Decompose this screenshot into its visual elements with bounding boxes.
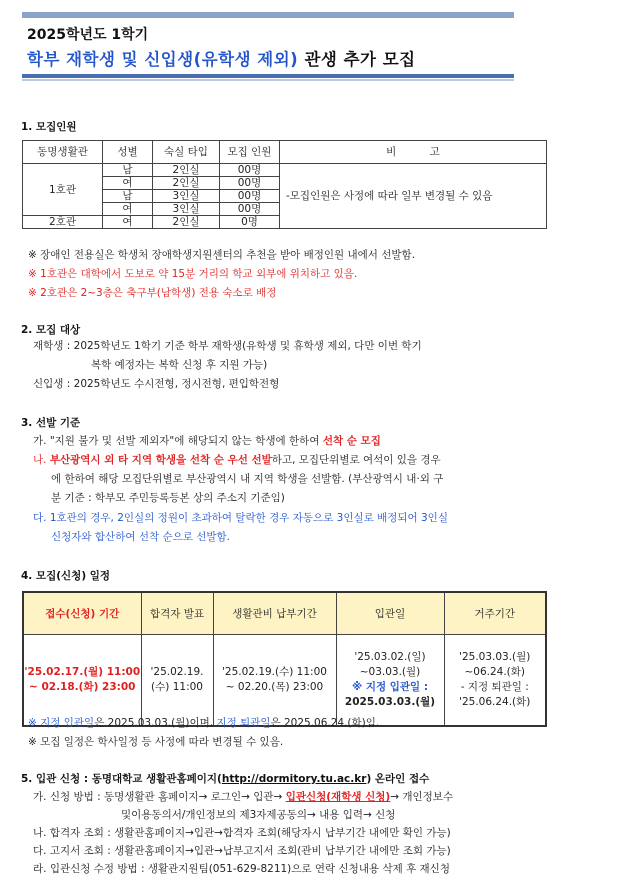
col-stay: 거주기간: [444, 592, 546, 634]
count-cell: 00명: [220, 164, 280, 177]
s2-line-2: 복학 예정자는 복학 신청 후 지원 가능): [91, 359, 268, 371]
movein-start: '25.03.02.(일): [354, 650, 426, 663]
col-announce: 합격자 발표: [141, 592, 213, 634]
s3-item-c: 다. 1호관의 경우, 2인실의 정원이 초과하여 탈락한 경우 자동으로 3인실로 배정되어 3인실: [33, 512, 448, 524]
col-note: 비 고: [280, 141, 547, 164]
s3-item-b: [33, 453, 441, 467]
note-cell: -모집인원은 사정에 따라 일부 변경될 수 있음: [280, 164, 547, 229]
col-gender: 성별: [103, 141, 153, 164]
stay-designated-date: '25.06.24.(화): [459, 695, 531, 708]
s5-ga-highlight: 입관신청(재학생 신청): [285, 791, 391, 803]
s5-item-ga: [33, 790, 453, 804]
stay-end: ~06.24.(화): [464, 665, 526, 678]
type-cell: 2인실: [153, 177, 220, 190]
section5-heading: [21, 771, 429, 786]
payment-cell: [213, 634, 336, 726]
s4-note-moveout-text: 은 2025.06.24.(화)임.: [270, 717, 380, 729]
s1-note-3: ※ 2호관은 2~3층은 축구부(남학생) 전용 숙소로 배정: [28, 287, 277, 299]
s2-line-3: 신입생 : 2025학년도 수시전형, 정시전형, 편입학전형: [33, 378, 280, 390]
col-room-type: 숙실 타입: [153, 141, 220, 164]
stay-start: '25.03.03.(월): [459, 650, 531, 663]
header-top-bar: [22, 12, 514, 18]
payment-end: ~ 02.20.(목) 23:00: [225, 680, 324, 693]
schedule-row: [23, 634, 546, 726]
apply-end: ~ 02.18.(화) 23:00: [29, 680, 136, 693]
type-cell: 2인실: [153, 164, 220, 177]
header-bottom-bar: [22, 74, 514, 78]
s4-note-1: [28, 716, 379, 730]
s5-ga-text: 가. 신청 방법 : 동명생활관 홈페이지→ 로그인→ 입관→: [33, 791, 286, 803]
count-cell: 00명: [220, 177, 280, 190]
movein-designated-label: ※ 지정 입관일 :: [351, 680, 429, 693]
gender-cell: 남: [103, 164, 153, 177]
col-apply: 접수(신청) 기간: [23, 592, 141, 634]
section3-heading: 3. 선발 기준: [21, 417, 81, 429]
s4-note-2: ※ 모집 일정은 학사일정 등 사정에 따라 변경될 수 있음.: [28, 736, 284, 748]
s3-item-b-line3: 분 기준 : 학부모 주민등록등본 상의 주소지 기준임): [51, 492, 285, 504]
title-black-part: 관생 추가 모집: [298, 50, 416, 69]
s3-a-highlight: 선착 순 모집: [322, 435, 381, 447]
s5-item-da: 다. 고지서 조회 : 생활관홈페이지→입관→납부고지서 조회(관비 납부기간 내에만 조회 가능): [33, 845, 451, 857]
hall2-cell: 2호관: [23, 216, 103, 229]
table-row: [23, 164, 547, 177]
movein-cell: [336, 634, 444, 726]
s5-item-na: 나. 합격자 조회 : 생활관홈페이지→입관→합격자 조회(해당자시 납부기간 내에만 확인 가능): [33, 827, 451, 839]
type-cell: 2인실: [153, 216, 220, 229]
type-cell: 3인실: [153, 203, 220, 216]
s3-a-text: 가. "지원 불가 및 선발 제외자"에 해당되지 않는 학생에 한하여: [33, 435, 323, 447]
count-cell: 00명: [220, 203, 280, 216]
s2-line-1: 재학생 : 2025학년도 1학기 기준 학부 재학생(유학생 및 휴학생 제외, 다만 이번 학기: [33, 340, 422, 352]
schedule-header-row: [23, 592, 546, 634]
col-payment: 생활관비 납부기간: [213, 592, 336, 634]
semester-title: 2025학년도 1학기: [27, 27, 149, 43]
schedule-table: [22, 591, 547, 727]
s3-b-highlight: 부산광역시 외 타 지역 학생을 선착 순 우선 선발: [49, 454, 272, 466]
apply-start: '25.02.17.(월) 11:00: [24, 665, 141, 678]
s5-item-ra: 라. 입관신청 수정 방법 : 생활관지원팀(051-629-8211)으로 연락 신청내용 삭제 후 재신청: [33, 863, 450, 875]
announce-time: (수) 11:00: [151, 680, 203, 693]
section4-heading: 4. 모집(신청) 일정: [21, 570, 111, 582]
s3-b-marker: 나.: [33, 454, 50, 466]
type-cell: 3인실: [153, 190, 220, 203]
stay-cell: [444, 634, 546, 726]
page-title: [27, 46, 416, 70]
count-cell: 00명: [220, 190, 280, 203]
section2-heading: 2. 모집 대상: [21, 324, 81, 336]
announce-cell: [141, 634, 213, 726]
s4-note-movein-text: 은 2025.03.03.(월)이며,: [94, 717, 217, 729]
s5-heading-text: 5. 입관 신청 : 동명대학교 생활관홈페이지(: [21, 773, 222, 785]
table-header-row: [23, 141, 547, 164]
gender-cell: 여: [103, 203, 153, 216]
s5-ga-tail: → 개인정보수: [390, 791, 454, 803]
col-movein: 입관일: [336, 592, 444, 634]
dormitory-link[interactable]: http://dormitory.tu.ac.kr: [221, 773, 367, 785]
hall1-cell: 1호관: [23, 164, 103, 216]
s3-item-a: [33, 434, 381, 448]
col-hall: 동명생활관: [23, 141, 103, 164]
gender-cell: 여: [103, 177, 153, 190]
stay-designated-label: - 지정 퇴관일 :: [460, 680, 529, 693]
s3-item-b-line2: 에 한하여 해당 모집단위별로 부산광역시 내 지역 학생을 선발함. (부산광역시 내·외 구: [51, 473, 444, 485]
apply-cell: [23, 634, 141, 726]
gender-cell: 여: [103, 216, 153, 229]
payment-start: '25.02.19.(수) 11:00: [222, 665, 327, 678]
s3-item-c-line2: 신청자와 합산하여 선착 순으로 선발함.: [51, 531, 230, 543]
s5-item-ga-line2: 및이용동의서/개인정보의 제3자제공동의→ 내용 입력→ 신청: [121, 809, 396, 821]
s4-note-movein-label: ※ 지정 입관일: [28, 717, 95, 729]
announce-date: '25.02.19.: [150, 665, 204, 678]
s1-note-1: ※ 장애인 전용실은 학생처 장애학생지원센터의 추천을 받아 배정인원 내에서 선발함.: [28, 249, 416, 261]
section1-heading: 1. 모집인원: [21, 121, 77, 133]
title-blue-part: 학부 재학생 및 신입생(유학생 제외): [27, 50, 299, 69]
col-count: 모집 인원: [220, 141, 280, 164]
s3-b-text: 하고, 모집단위별로 여석이 있을 경우: [271, 454, 441, 466]
movein-end: ~03.03.(월): [359, 665, 421, 678]
gender-cell: 남: [103, 190, 153, 203]
recruitment-table: [22, 140, 547, 229]
header-bottom-bar-light: [22, 79, 514, 81]
s4-note-moveout-label: 지정 퇴관일: [216, 717, 271, 729]
count-cell: 0명: [220, 216, 280, 229]
s1-note-2: ※ 1호관은 대학에서 도보로 약 15분 거리의 학교 외부에 위치하고 있음.: [28, 268, 358, 280]
movein-designated-date: 2025.03.03.(월): [344, 695, 436, 708]
s5-heading-tail: ) 온라인 접수: [366, 773, 430, 785]
